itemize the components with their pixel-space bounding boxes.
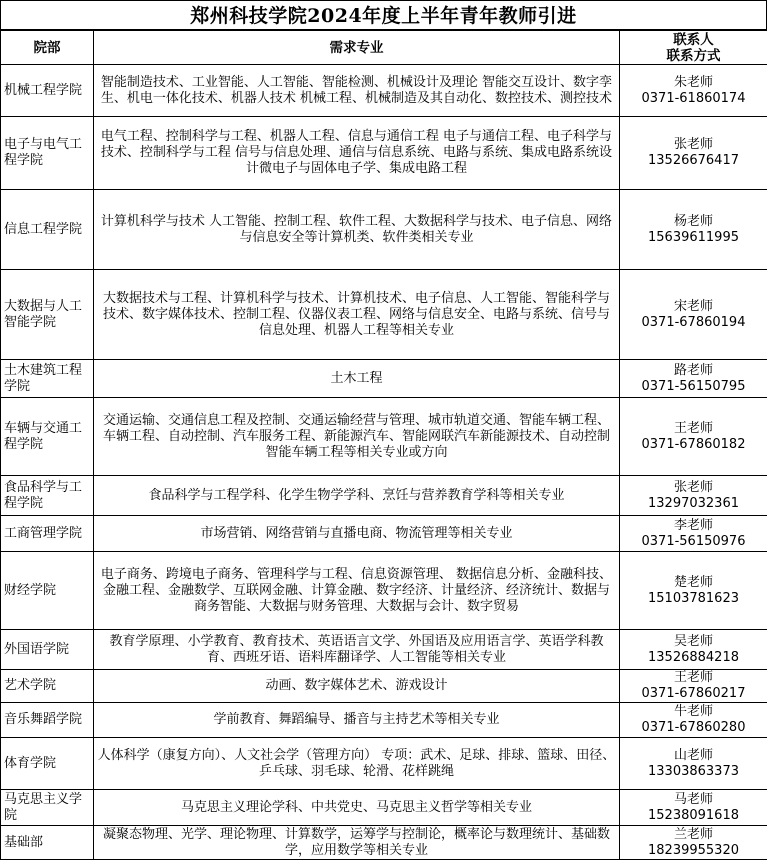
table-row (1, 670, 767, 703)
contact-phone: 13303863373 (648, 763, 739, 779)
contact-phone: 13297032361 (648, 495, 739, 511)
dept-cell: 马克思主义学院 (1, 790, 94, 826)
majors-cell: 电子商务、跨境电子商务、管理科学与工程、信息资源管理、 数据信息分析、金融科技、金融工程、金融数学、互联网金融、计算金融、数字经济、计量经济、经济统计、数据与商务智能、大数据与财务管理、大数据与会计、数字贸易 (94, 552, 620, 630)
contact-phone: 0371-56150976 (641, 533, 746, 549)
dept-cell: 土木建筑工程学院 (1, 360, 94, 398)
majors-cell: 智能制造技术、工业智能、人工智能、智能检测、机械设计及理论 智能交互设计、数字孪生、机电一体化技术、机器人技术 机械工程、机械制造及其自动化、数控技术、测控技术 (94, 65, 620, 117)
contact-cell (620, 398, 767, 476)
majors-cell: 凝聚态物理、光学、理论物理、计算数学，运筹学与控制论，概率论与数理统计、基础数学，应用数学等相关专业 (94, 826, 620, 860)
majors-cell: 食品科学与工程学科、化学生物学学科、烹饪与营养教育学科等相关专业 (94, 476, 620, 516)
dept-cell: 食品科学与工程学院 (1, 476, 94, 516)
header-dept: 院部 (1, 31, 94, 65)
table-row (1, 117, 767, 190)
dept-cell: 音乐舞蹈学院 (1, 703, 94, 738)
majors-cell: 电气工程、控制科学与工程、机器人工程、信息与通信工程 电子与通信工程、电子科学与技术、控制科学与工程 信号与信息处理、通信与信息系统、电路与系统、集成电路系统设计微电子与固体电子学、集成电路工程 (94, 117, 620, 190)
table-row (1, 790, 767, 826)
table-row (1, 630, 767, 670)
page-title: 郑州科技学院2024年度上半年青年教师引进 (0, 0, 767, 30)
majors-cell: 市场营销、网络营销与直播电商、物流管理等相关专业 (94, 516, 620, 552)
header-row (1, 31, 767, 65)
majors-cell: 计算机科学与技术 人工智能、控制工程、软件工程、大数据科学与技术、电子信息、网络与信息安全等计算机类、软件类相关专业 (94, 190, 620, 270)
contact-phone: 0371-67860217 (641, 686, 746, 701)
majors-cell: 交通运输、交通信息工程及控制、交通运输经营与管理、城市轨道交通、智能车辆工程、车辆工程、自动控制、汽车服务工程、新能源汽车、智能网联汽车新能源技术、自动控制智能车辆工程等相关专业或方向 (94, 398, 620, 476)
contact-cell (620, 630, 767, 670)
contact-phone: 18239955320 (648, 842, 739, 858)
header-contact-method: 联系方式 (666, 47, 721, 64)
header-contact (620, 31, 767, 65)
dept-cell: 基础部 (1, 826, 94, 860)
header-majors: 需求专业 (94, 31, 620, 65)
contact-cell (620, 117, 767, 190)
contact-person: 马老师 (673, 791, 713, 807)
contact-person: 路老师 (673, 362, 713, 378)
dept-cell: 电子与电气工程学院 (1, 117, 94, 190)
dept-cell: 大数据与人工智能学院 (1, 270, 94, 360)
contact-person: 兰老师 (673, 826, 713, 842)
contact-cell (620, 552, 767, 630)
majors-cell: 马克思主义理论学科、中共党史、马克思主义哲学等相关专业 (94, 790, 620, 826)
table-row (1, 826, 767, 860)
table-row (1, 398, 767, 476)
dept-cell: 体育学院 (1, 738, 94, 790)
contact-phone: 0371-67860280 (641, 720, 746, 735)
table-row (1, 476, 767, 516)
contact-cell (620, 476, 767, 516)
majors-cell: 大数据技术与工程、计算机科学与技术、计算机技术、电子信息、人工智能、智能科学与技术、数字媒体技术、控制工程、仪器仪表工程、网络与信息安全、电路与系统、信号与信息处理、机器人工程等相关专业 (94, 270, 620, 360)
contact-phone: 15238091618 (648, 807, 739, 823)
contact-phone: 13526676417 (648, 153, 739, 168)
dept-cell: 车辆与交通工程学院 (1, 398, 94, 476)
table-row (1, 360, 767, 398)
majors-cell: 土木工程 (94, 360, 620, 398)
contact-cell (620, 65, 767, 117)
dept-cell: 机械工程学院 (1, 65, 94, 117)
contact-phone: 0371-67860194 (641, 314, 746, 330)
contact-phone: 15639611995 (648, 229, 739, 245)
contact-person: 山老师 (673, 747, 713, 763)
contact-person: 吴老师 (673, 633, 713, 649)
contact-person: 杨老师 (673, 213, 713, 229)
contact-cell (620, 790, 767, 826)
recruitment-table (0, 30, 767, 860)
contact-person: 王老师 (673, 670, 713, 685)
contact-person: 楚老师 (673, 574, 713, 590)
contact-cell (620, 738, 767, 790)
header-contact-person: 联系人 (673, 31, 714, 48)
contact-cell (620, 516, 767, 552)
table-row (1, 703, 767, 738)
contact-cell (620, 703, 767, 738)
contact-cell (620, 360, 767, 398)
contact-person: 宋老师 (673, 298, 713, 314)
contact-phone: 0371-67860182 (641, 436, 746, 452)
majors-cell: 动画、数字媒体艺术、游戏设计 (94, 670, 620, 703)
contact-cell (620, 270, 767, 360)
dept-cell: 外国语学院 (1, 630, 94, 670)
majors-cell: 人体科学（康复方向）、人文社会学（管理方向） 专项：武术、足球、排球、篮球、田径、乒乓球、羽毛球、轮滑、花样跳绳 (94, 738, 620, 790)
table-row (1, 65, 767, 117)
majors-cell: 教育学原理、小学教育、教育技术、英语语言文学、外国语及应用语言学、英语学科教育、西班牙语、语料库翻译学、人工智能等相关专业 (94, 630, 620, 670)
contact-person: 王老师 (673, 420, 713, 436)
table-row (1, 190, 767, 270)
contact-person: 朱老师 (673, 74, 713, 90)
contact-person: 张老师 (673, 137, 713, 152)
contact-person: 张老师 (673, 479, 713, 495)
contact-phone: 13526884218 (648, 649, 739, 665)
contact-cell (620, 190, 767, 270)
majors-cell: 学前教育、舞蹈编导、播音与主持艺术等相关专业 (94, 703, 620, 738)
table-row (1, 738, 767, 790)
dept-cell: 工商管理学院 (1, 516, 94, 552)
contact-phone: 15103781623 (648, 590, 739, 606)
contact-phone: 0371-56150795 (641, 378, 746, 394)
contact-person: 李老师 (673, 517, 713, 533)
contact-person: 牛老师 (673, 704, 713, 719)
contact-cell (620, 826, 767, 860)
table-row (1, 552, 767, 630)
table-row (1, 270, 767, 360)
table-row (1, 516, 767, 552)
dept-cell: 艺术学院 (1, 670, 94, 703)
contact-cell (620, 670, 767, 703)
contact-phone: 0371-61860174 (641, 90, 746, 106)
dept-cell: 信息工程学院 (1, 190, 94, 270)
dept-cell: 财经学院 (1, 552, 94, 630)
